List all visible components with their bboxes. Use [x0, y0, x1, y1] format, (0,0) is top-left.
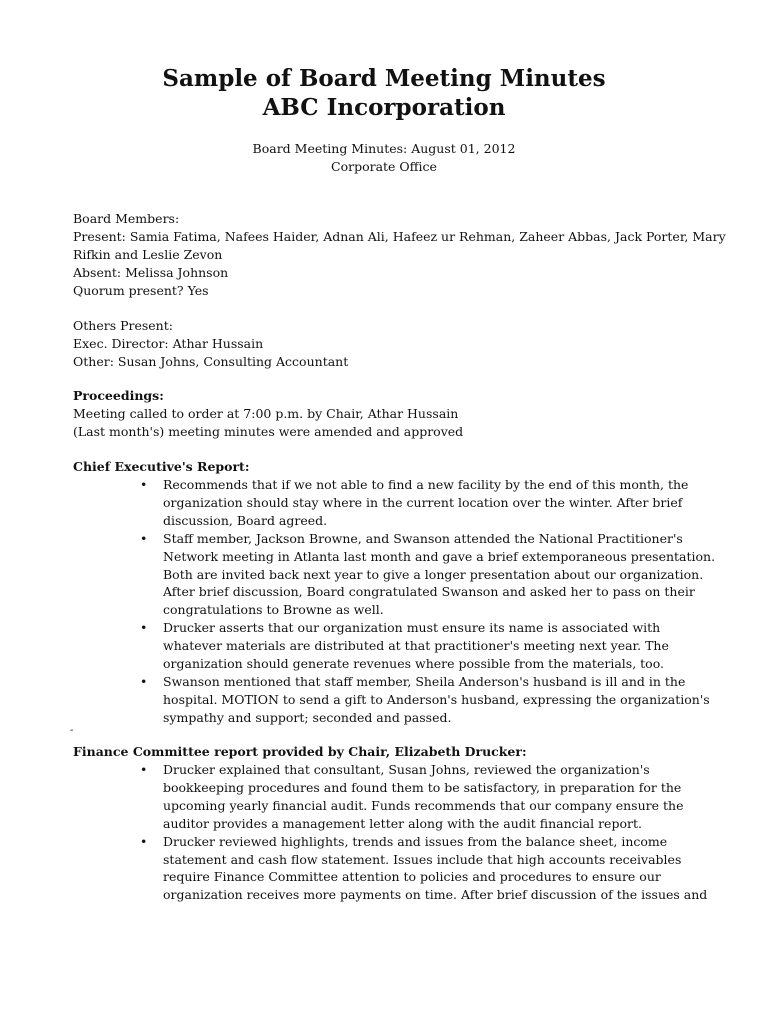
bullet-icon: • — [140, 477, 148, 492]
proceedings-section — [73, 387, 723, 441]
ceo-report-item-line: Recommends that if we not able to find a new facility by the end of this month, the — [163, 477, 689, 492]
company-name: ABC Incorporation — [262, 94, 506, 121]
finance-report-item-line: statement and cash flow statement. Issues include that high accounts receivables — [163, 851, 682, 867]
ceo-report-item-line: Network meeting in Atlanta last month and gave a brief extemporaneous presentation. — [163, 548, 716, 564]
finance-report-heading-wrap — [73, 743, 723, 761]
proceedings-heading: Proceedings: — [73, 388, 164, 403]
ceo-report-item-line: whatever materials are distributed at that practitioner's meeting next year. The — [163, 638, 669, 654]
finance-report-item-line: Drucker explained that consultant, Susan Johns, reviewed the organization's — [163, 762, 650, 777]
ceo-report-item-line: After brief discussion, Board congratulated Swanson and asked her to pass on their — [163, 584, 695, 600]
present-line-2: Rifkin and Leslie Zevon — [73, 246, 223, 262]
ceo-report-item — [140, 530, 730, 620]
ceo-report-item — [140, 619, 730, 673]
exec-director-line: Exec. Director: Athar Hussain — [73, 335, 264, 351]
document-title: Sample of Board Meeting Minutes — [162, 65, 606, 92]
finance-report-item — [140, 833, 730, 905]
ceo-report-item-line: congratulations to Browne as well. — [163, 602, 384, 618]
absent-line: Absent: Melissa Johnson — [73, 264, 229, 280]
ceo-report-heading: Chief Executive's Report: — [73, 459, 250, 474]
ceo-report-heading-wrap — [73, 458, 723, 476]
bullet-icon: • — [140, 673, 148, 689]
bullet-icon: • — [140, 833, 148, 849]
ceo-report-item — [140, 476, 730, 530]
finance-report-item-line: bookkeeping procedures and found them to be satisfactory, in preparation for the — [163, 779, 682, 795]
ceo-report-item-line: organization should stay where in the current location over the winter. After brief — [163, 494, 683, 510]
finance-report-list — [140, 761, 730, 904]
proceedings-line-2: (Last month's) meeting minutes were amended and approved — [73, 423, 464, 439]
finance-report-item — [140, 761, 730, 833]
ceo-report-item-line: Both are invited back next year to give a longer presentation about our organization. — [163, 566, 704, 582]
bullet-icon: • — [140, 762, 148, 777]
other-attendee-line: Other: Susan Johns, Consulting Accountant — [73, 353, 349, 369]
ceo-report-list — [140, 476, 730, 727]
ceo-report-item-line: discussion, Board agreed. — [163, 512, 328, 528]
finance-report-item-line: require Finance Committee attention to policies and procedures to ensure our — [163, 869, 661, 885]
ceo-report-item-line: hospital. MOTION to send a gift to Anderson's husband, expressing the organization's — [163, 691, 710, 707]
bullet-icon: • — [140, 620, 148, 636]
others-heading: Others Present: — [73, 318, 173, 333]
ceo-report-item-line: Drucker asserts that our organization must ensure its name is associated with — [163, 620, 661, 636]
ceo-report-item-line: Swanson mentioned that staff member, Sheila Anderson's husband is ill and in the — [163, 673, 686, 689]
finance-report-item-line: upcoming yearly financial audit. Funds recommends that our company ensure the — [163, 797, 684, 813]
finance-report-item-line: Drucker reviewed highlights, trends and issues from the balance sheet, income — [163, 833, 668, 849]
ceo-report-item-line: Staff member, Jackson Browne, and Swanson attended the National Practitioner's — [163, 530, 683, 546]
separator-dash: - — [70, 725, 74, 736]
present-line-1: Present: Samia Fatima, Nafees Haider, Adnan Ali, Hafeez ur Rehman, Zaheer Abbas, Jack Porter, Mary — [73, 228, 726, 244]
board-members-section — [73, 210, 726, 300]
finance-report-item-line: auditor provides a management letter along with the audit financial report. — [163, 815, 642, 831]
ceo-report-item-line: sympathy and support; seconded and passed. — [163, 709, 452, 725]
quorum-line: Quorum present? Yes — [73, 282, 209, 298]
bullet-icon: • — [140, 530, 148, 546]
meeting-date: Board Meeting Minutes: August 01, 2012 — [252, 141, 516, 156]
meeting-location: Corporate Office — [331, 159, 437, 174]
finance-report-item-line: organization receives more payments on time. After brief discussion of the issues and — [163, 887, 708, 903]
finance-report-heading: Finance Committee report provided by Chair, Elizabeth Drucker: — [73, 744, 527, 759]
ceo-report-item — [140, 673, 730, 727]
board-members-heading: Board Members: — [73, 211, 180, 226]
proceedings-line-1: Meeting called to order at 7:00 p.m. by Chair, Athar Hussain — [73, 405, 459, 421]
others-present-section — [73, 317, 723, 371]
ceo-report-item-line: organization should generate revenues where possible from the materials, too. — [163, 656, 664, 672]
